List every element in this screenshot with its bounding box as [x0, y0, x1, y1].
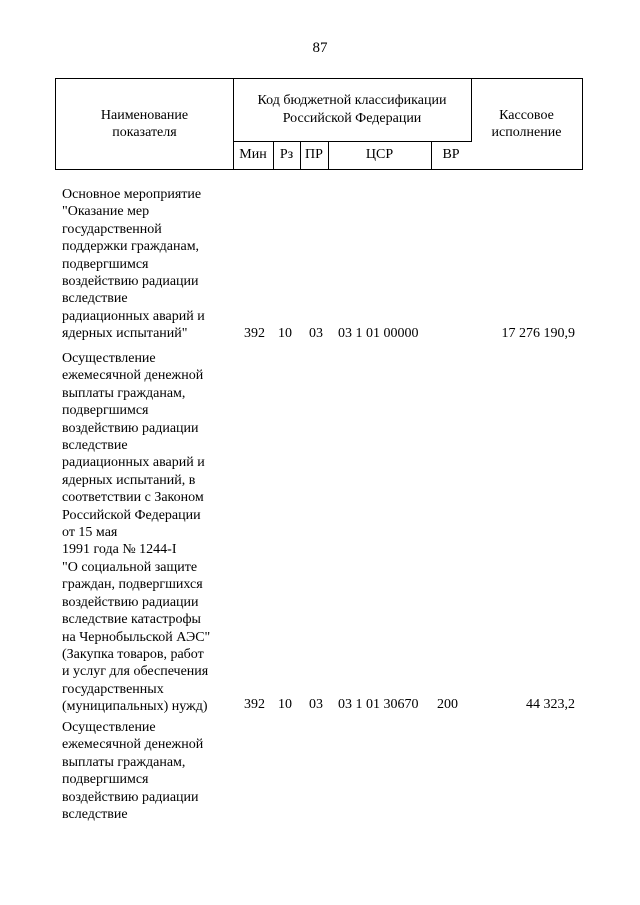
row-2-vr: 200 [437, 697, 458, 712]
row-2-sum: 44 323,2 [526, 697, 575, 712]
row-1-sum: 17 276 190,9 [501, 326, 575, 341]
header-budget-code: Код бюджетной классификации Российской Федерации [233, 79, 472, 142]
header-cash-execution: Кассовое исполнение [491, 108, 562, 140]
row-2-name: Осуществление ежемесячной денежной выплаты гражданам, подвергшимся воздействию радиации вследствие радиационных аварий и ядерных испытаний, в соответствии с Законом Российской Федерации от 15 мая 1991 года № 1244-I "О социальной защите граждан, подвергшихся воздействию радиации вследствие катастрофы на Чернобыльской АЭС" (Закупка товаров, работ и услуг для обеспечения государственных (муниципальных) нужд) [62, 351, 211, 715]
header-indicator-name: Наименование показателя [56, 79, 234, 169]
row-1-csr: 03 1 01 00000 [338, 326, 419, 341]
header-col-pr: ПР [300, 141, 329, 169]
row-2-csr: 03 1 01 30670 [338, 697, 419, 712]
table-header [55, 78, 583, 170]
row-1-pr: 03 [309, 326, 323, 341]
row-2-rz: 10 [278, 697, 292, 712]
row-3-name: Осуществление ежемесячной денежной выплаты гражданам, подвергшимся воздействию радиации вследствие [62, 720, 204, 823]
row-1-rz: 10 [278, 326, 292, 341]
header-col-csr: ЦСР [328, 141, 432, 169]
header-col-min: Мин [233, 141, 274, 169]
page-number: 87 [312, 40, 328, 56]
row-2-pr: 03 [309, 697, 323, 712]
row-2-min: 392 [244, 697, 265, 712]
row-1-name: Основное мероприятие "Оказание мер государственной поддержки гражданам, подвергшимся воздействию радиации вследствие радиационных аварий и ядерных испытаний" [62, 187, 205, 342]
header-col-rz: Рз [273, 141, 301, 169]
header-col-vr: ВР [442, 147, 460, 162]
row-1-min: 392 [244, 326, 265, 341]
